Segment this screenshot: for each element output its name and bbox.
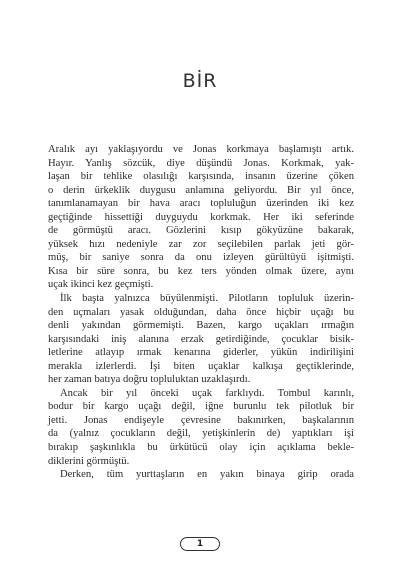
text-line: den uçmaları yasak olduğundan, daha önce hiçbir uçağı bu xyxy=(48,306,354,318)
text-line: tanımlanamayan bir hava aracı topluluğun üzerinden iki kez xyxy=(48,198,354,210)
text-line: uçak ikinci kez geçmişti. xyxy=(48,279,154,291)
text-line: merakla izlerlerdi. İşi biten uçaklar kalkışa geçtiklerinde, xyxy=(48,360,354,372)
text-line: her zaman batıya doğru topluluktan uzaklaşırdı. xyxy=(48,374,251,386)
text-line: jetti. Jonas endişeyle çevresine bakınırken, başkalarının xyxy=(48,414,354,426)
text-line: müş, bir saniye sonra da onu izleyen gürültüyü işitmişti. xyxy=(48,252,354,264)
text-line: diklerini görmüştü. xyxy=(48,455,130,467)
paragraph xyxy=(48,143,354,292)
paragraph xyxy=(48,292,354,387)
text-line: da (yalnız çocukların değil, yetişkinlerin de) yaptıkları işi xyxy=(48,428,354,440)
text-line: bırakıp şaşkınlıkla bu ürkütücü olay için açıklama bekle- xyxy=(48,442,354,454)
text-line: İlk başta yalnızca büyülenmişti. Pilotların topluluk üzerin- xyxy=(60,293,354,305)
chapter-title: BİR xyxy=(182,70,218,92)
text-line: Ancak bir yıl önceki uçak farklıydı. Tombul karınlı, xyxy=(60,387,354,399)
text-line: Aralık ayı yaklaşıyordu ve Jonas korkmaya başlamıştı artık. xyxy=(48,144,354,155)
text-line: laşan bir tehlike olasılığı karşısında, insanın üzerine çöken xyxy=(48,171,354,183)
text-line: bodur bir kargo uçağı değil, iğne burunlu tek pilotluk bir xyxy=(48,401,354,413)
text-line: Derken, tüm yurttaşların en yakın binaya girip orada xyxy=(60,469,354,481)
text-line: geçtiğinde hissettiği duyguydu korkmak. Her iki seferinde xyxy=(48,211,354,223)
body-text xyxy=(48,143,354,482)
text-line: Hayır. Yanlış sözcük, diye düşündü Jonas. Korkmak, yak- xyxy=(48,157,354,169)
text-line: karşısındaki iniş alanına erzak getirdiğinde, çocuklar bisik- xyxy=(48,333,354,345)
text-line: Kısa bir süre sonra, bu kez ters yönden olmak üzere, aynı xyxy=(48,265,354,277)
page-number: 1 xyxy=(180,537,220,551)
text-line: letlerine atlayıp ırmak kenarına giderler, yükün indirilişini xyxy=(48,347,354,359)
text-line: yüksek hızı nedeniyle zar zor seçilebilen parlak jeti gör- xyxy=(48,238,354,250)
text-line: o derin ürkeklik duygusu anlamına geliyordu. Bir yıl önce, xyxy=(48,184,354,196)
paragraph xyxy=(48,468,354,482)
text-line: de görmüştü aracı. Gözlerini kısıp gökyüzüne bakarak, xyxy=(48,225,354,237)
paragraph xyxy=(48,387,354,468)
text-line: denli yakından görmemişti. Bazen, kargo uçakları ırmağın xyxy=(48,320,354,332)
